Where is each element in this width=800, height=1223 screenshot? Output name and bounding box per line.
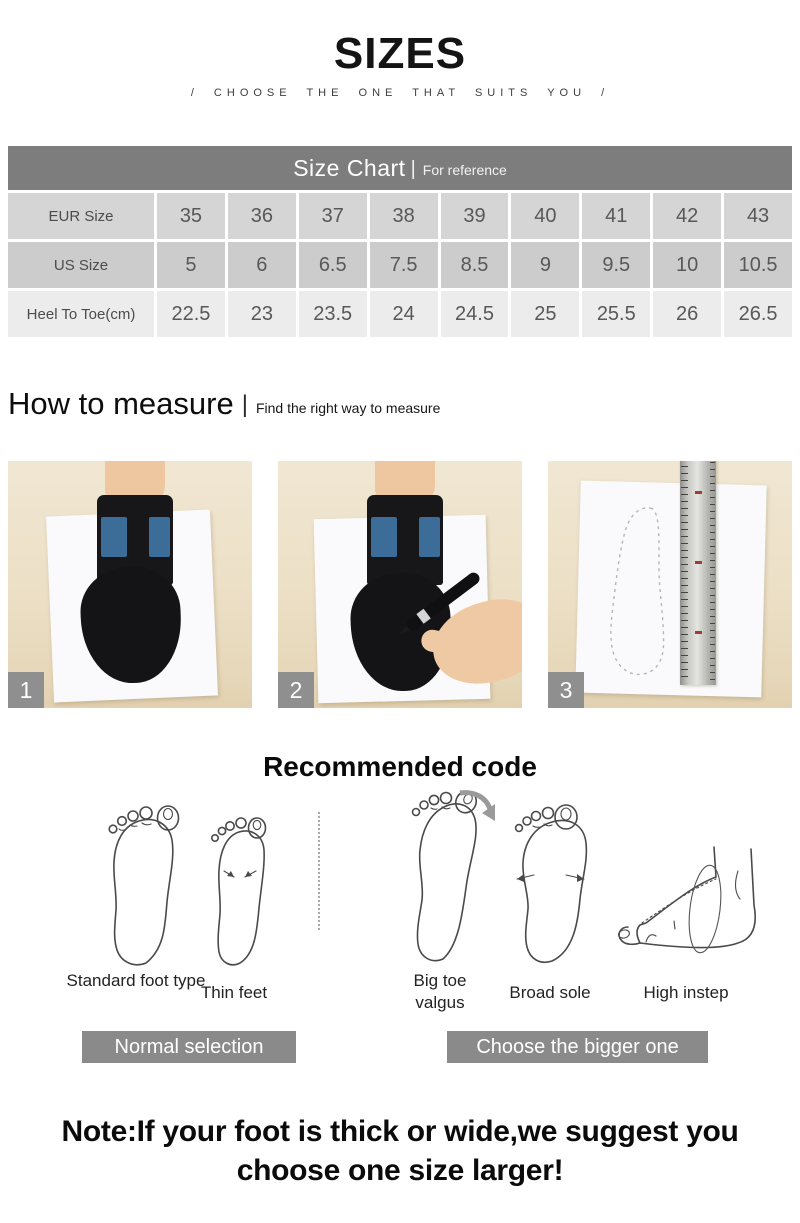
sock-label-patch	[149, 517, 170, 557]
standard-foot-illustration	[88, 803, 192, 971]
recommended-title: Recommended code	[263, 751, 537, 782]
table-cell: 26	[653, 291, 721, 337]
ruler-ticks	[681, 461, 688, 683]
table-cell: 39	[441, 193, 509, 239]
size-chart-header	[8, 146, 792, 190]
table-cell: 10.5	[724, 242, 792, 288]
table-cell: 24	[370, 291, 438, 337]
size-chart-title: Size Chart	[293, 154, 406, 181]
step-number-badge: 3	[548, 672, 584, 708]
table-cell: 26.5	[724, 291, 792, 337]
foot-type-label-valgus: Big toe valgus	[413, 971, 467, 1012]
note-text	[0, 1112, 800, 1190]
sock-label-patch	[371, 517, 397, 557]
table-cell: 25.5	[582, 291, 650, 337]
table-cell: 6.5	[299, 242, 367, 288]
table-cell: 5	[157, 242, 225, 288]
foot-type-diagrams	[0, 789, 800, 1071]
sock-label-patch	[101, 517, 127, 557]
broad-sole-illustration	[502, 803, 602, 967]
table-cell: 24.5	[441, 291, 509, 337]
row-label: Heel To Toe(cm)	[8, 291, 154, 337]
ruler-red-number	[695, 631, 702, 634]
table-cell: 40	[511, 193, 579, 239]
table-cell: 22.5	[157, 291, 225, 337]
table-cell: 42	[653, 193, 721, 239]
foot-type-label-thin: Thin feet	[200, 983, 268, 1002]
ruler	[680, 461, 716, 685]
table-cell: 37	[299, 193, 367, 239]
sock	[367, 495, 443, 585]
section-title: How to measure	[8, 386, 234, 421]
foot-type-label-standard: Standard foot type	[66, 971, 206, 990]
group-divider	[318, 812, 320, 930]
row-label: US Size	[8, 242, 154, 288]
table-cell: 35	[157, 193, 225, 239]
sock-label-patch	[419, 517, 440, 557]
table-cell: 8.5	[441, 242, 509, 288]
table-cell: 43	[724, 193, 792, 239]
ruler-ticks	[710, 462, 715, 683]
normal-selection-badge: Normal selection	[82, 1031, 296, 1063]
row-label: EUR Size	[8, 193, 154, 239]
thin-foot-illustration	[196, 813, 280, 969]
table-cell: 36	[228, 193, 296, 239]
table-cell: 6	[228, 242, 296, 288]
page-subtitle: / CHOOSE THE ONE THAT SUITS YOU /	[190, 87, 610, 99]
measure-step-photo-2	[278, 461, 522, 708]
divider-bar: |	[241, 391, 248, 418]
page-header	[0, 0, 800, 99]
measure-step-photo-1	[8, 461, 252, 708]
foot-type-label-instep: High instep	[643, 983, 729, 1002]
measure-steps-photos	[8, 461, 792, 708]
size-chart-subtitle: For reference	[422, 162, 507, 178]
big-toe-valgus-illustration	[396, 789, 502, 969]
how-to-measure-heading	[8, 387, 792, 421]
ruler-red-number	[695, 491, 702, 494]
section-subtitle: Find the right way to measure	[255, 400, 441, 416]
step-number-badge: 2	[278, 672, 314, 708]
ruler-red-number	[695, 561, 702, 564]
recommended-code-section	[0, 751, 800, 1071]
table-row-us-size	[8, 242, 792, 288]
paper-sheet	[575, 481, 766, 698]
step-number-badge: 1	[8, 672, 44, 708]
table-cell: 23.5	[299, 291, 367, 337]
divider-bar: |	[410, 157, 416, 180]
note-line-2: choose one size larger!	[236, 1154, 564, 1187]
note-line-1: Note:If your foot is thick or wide,we suggest you	[61, 1115, 739, 1148]
how-to-measure-section	[0, 387, 800, 708]
table-row-heel-to-toe	[8, 291, 792, 337]
table-cell: 38	[370, 193, 438, 239]
table-cell: 25	[511, 291, 579, 337]
table-cell: 9	[511, 242, 579, 288]
table-cell: 23	[228, 291, 296, 337]
measure-step-photo-3	[548, 461, 792, 708]
table-cell: 41	[582, 193, 650, 239]
choose-bigger-badge: Choose the bigger one	[447, 1031, 708, 1063]
foot-type-label-broad: Broad sole	[509, 983, 591, 1002]
table-row-eur-size	[8, 193, 792, 239]
page-title: SIZES	[333, 29, 467, 78]
table-cell: 9.5	[582, 242, 650, 288]
table-cell: 10	[653, 242, 721, 288]
high-instep-illustration	[612, 839, 772, 959]
table-cell: 7.5	[370, 242, 438, 288]
size-chart-table	[8, 146, 792, 337]
